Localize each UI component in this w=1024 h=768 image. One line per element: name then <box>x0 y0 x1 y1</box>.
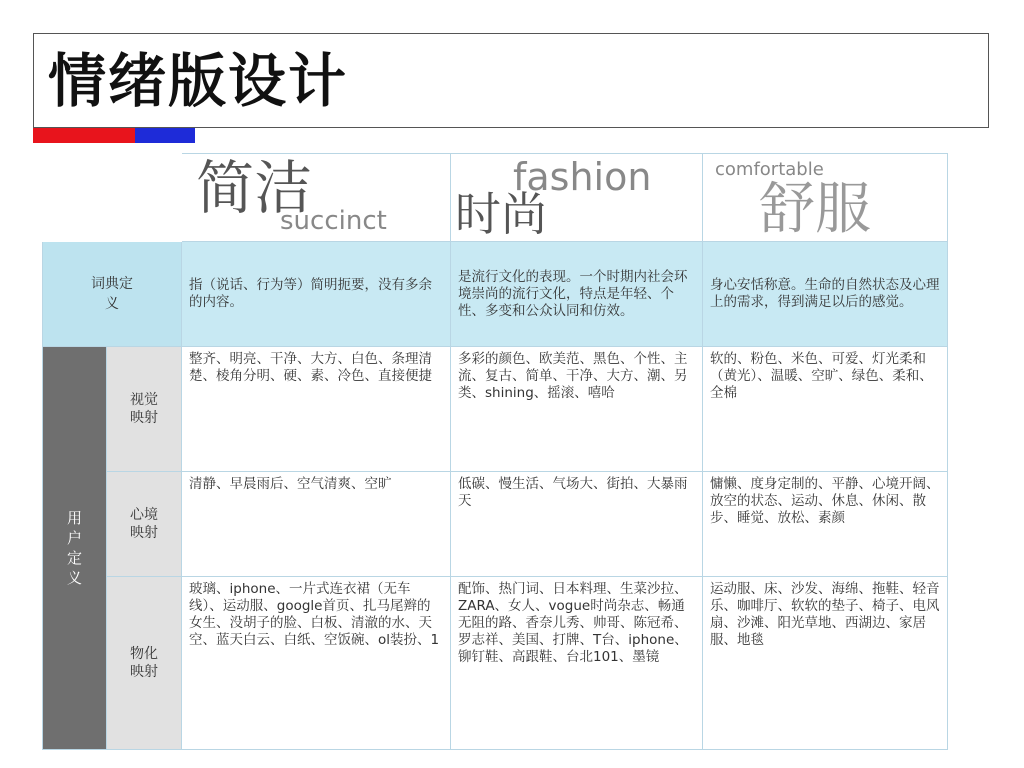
column-header-cn: 时尚 <box>455 187 547 241</box>
user-definition-label-text: 用户定义 <box>66 509 82 587</box>
dictionary-cell-fashion: 是流行文化的表现。一个时期内社会环境崇尚的流行文化，特点是年轻、个性、多变和公众认同和仿效。 <box>451 242 703 347</box>
row-label-text: 心境映射 <box>130 507 158 541</box>
visual-cell-succinct: 整齐、明亮、干净、大方、白色、条理清楚、棱角分明、硬、素、冷色、直接便捷 <box>182 347 451 472</box>
column-header-comfortable <box>703 154 948 242</box>
column-header-cn: 舒服 <box>759 177 871 242</box>
dictionary-cell-succinct: 指（说话、行为等）简明扼要，没有多余的内容。 <box>182 242 451 347</box>
slide-title: 情绪版设计 <box>48 47 349 115</box>
row-label-object <box>107 577 182 750</box>
visual-mapping-row <box>43 347 948 472</box>
dictionary-label-text: 词典定义 <box>91 276 133 312</box>
object-cell-succinct: 玻璃、iphone、一片式连衣裙（无车线）、运动服、google首页、扎马尾辫的女生、没胡子的脸、白板、清澈的水、天空、蓝天白云、白纸、空饭碗、ol装扮、1 <box>182 577 451 750</box>
row-label-visual <box>107 347 182 472</box>
mood-board-table <box>42 153 948 750</box>
object-mapping-row <box>43 577 948 750</box>
column-header-cn: 简洁 <box>196 154 313 222</box>
column-header-fashion <box>451 154 703 242</box>
row-label-mood <box>107 472 182 577</box>
object-cell-comfortable: 运动服、床、沙发、海绵、拖鞋、轻音乐、咖啡厅、软软的垫子、椅子、电风扇、沙滩、阳光草地、西湖边、家居服、地毯 <box>703 577 948 750</box>
mood-cell-fashion: 低碳、慢生活、气场大、街拍、大暴雨天 <box>451 472 703 577</box>
column-header-en: succinct <box>280 206 387 236</box>
object-cell-fashion: 配饰、热门词、日本料理、生菜沙拉、ZARA、女人、vogue时尚杂志、畅通无阻的路、香奈儿秀、帅哥、陈冠希、罗志祥、美国、打牌、T台、iphone、铆钉鞋、高跟鞋、台北101、墨镜 <box>451 577 703 750</box>
title-frame <box>33 33 989 128</box>
row-label-text: 物化映射 <box>130 646 158 680</box>
column-header-en: comfortable <box>715 159 824 180</box>
dictionary-label <box>43 242 182 347</box>
mood-cell-comfortable: 慵懒、度身定制的、平静、心境开阔、放空的状态、运动、休息、休闲、散步、睡觉、放松、素颜 <box>703 472 948 577</box>
column-header-succinct <box>182 154 451 242</box>
header-row <box>43 154 948 242</box>
dictionary-cell-comfortable: 身心安恬称意。生命的自然状态及心理上的需求，得到满足以后的感觉。 <box>703 242 948 347</box>
visual-cell-fashion: 多彩的颜色、欧美范、黑色、个性、主流、复古、简单、干净、大方、潮、另类、shining、摇滚、嘻哈 <box>451 347 703 472</box>
dictionary-row <box>43 242 948 347</box>
mood-mapping-row <box>43 472 948 577</box>
accent-bar-red <box>33 128 135 143</box>
column-header-en: fashion <box>513 155 652 199</box>
user-definition-label <box>43 347 107 750</box>
accent-bar-blue <box>135 128 195 143</box>
visual-cell-comfortable: 软的、粉色、米色、可爱、灯光柔和（黄光）、温暖、空旷、绿色、柔和、全棉 <box>703 347 948 472</box>
corner-cell <box>43 154 182 242</box>
row-label-text: 视觉映射 <box>130 392 158 426</box>
mood-cell-succinct: 清静、早晨雨后、空气清爽、空旷 <box>182 472 451 577</box>
